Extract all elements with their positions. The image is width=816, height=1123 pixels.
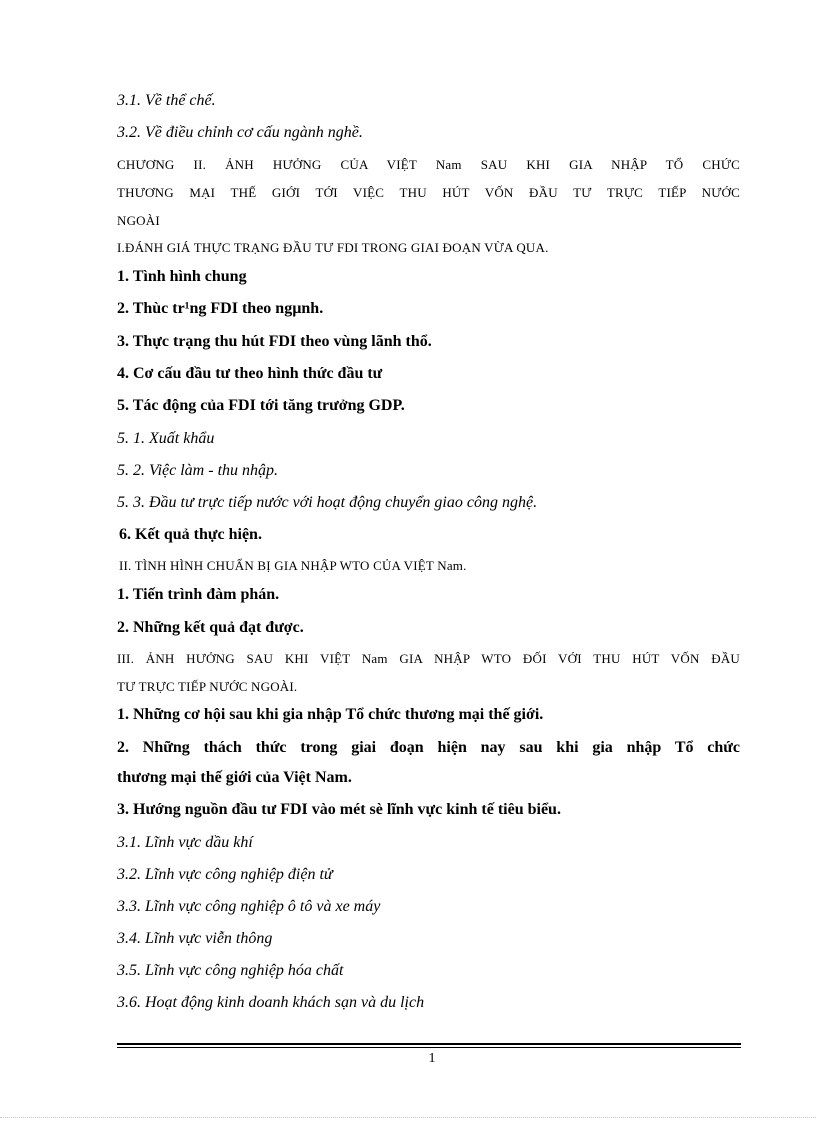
page-edge <box>0 1117 816 1119</box>
toc-entry: 2. Những kết quả đạt được. <box>117 619 304 636</box>
toc-entry: 5. 3. Đầu tư trực tiếp nước với hoạt động chuyển giao công nghệ. <box>117 494 538 511</box>
toc-entry: 2. Những thách thức trong giai đoạn hiện nay sau khi gia nhập Tổ chức <box>117 739 740 756</box>
page-number: 1 <box>428 1051 436 1066</box>
toc-entry: 3.2. Lĩnh vực công nghiệp điện tử <box>117 866 333 883</box>
toc-entry: 3. Hướng nguồn đầu tư FDI vào mét sè lĩnh vực kinh tế tiêu biểu. <box>117 801 561 818</box>
toc-entry: 3.1. Về thể chế. <box>117 92 216 109</box>
toc-entry: 4. Cơ cấu đầu tư theo hình thức đầu tư <box>117 365 383 382</box>
footer-rule <box>117 1043 741 1045</box>
toc-entry: 5. 2. Việc làm - thu nhập. <box>117 462 279 479</box>
toc-entry: 3. Thực trạng thu hút FDI theo vùng lãnh thổ. <box>117 333 432 350</box>
chapter-heading-line: NGOÀI <box>117 213 160 228</box>
chapter-heading-line: THƯƠNG MẠI THẾ GIỚI TỚI VIỆC THU HÚT VỐN ĐẦU TƯ TRỰC TIẾP NƯỚC <box>117 185 740 200</box>
toc-entry: 3.4. Lĩnh vực viễn thông <box>117 930 273 947</box>
toc-entry: 3.6. Hoạt động kinh doanh khách sạn và du lịch <box>117 994 425 1011</box>
toc-entry: 3.1. Lĩnh vực dầu khí <box>117 834 253 851</box>
toc-entry: 3.2. Về điều chỉnh cơ cấu ngành nghề. <box>117 124 363 141</box>
toc-entry: 1. Những cơ hội sau khi gia nhập Tổ chức thương mại thế giới. <box>117 706 544 723</box>
toc-entry: thương mại thế giới của Việt Nam. <box>117 769 352 786</box>
section-heading: I.ĐÁNH GIÁ THỰC TRẠNG ĐẦU TƯ FDI TRONG GIAI ĐOẠN VỪA QUA. <box>117 240 549 255</box>
section-heading: III. ẢNH HƯỞNG SAU KHI VIỆT Nam GIA NHẬP WTO ĐỐI VỚI THU HÚT VỐN ĐẦU <box>117 651 740 666</box>
toc-entry: 5. Tác động của FDI tới tăng trưởng GDP. <box>117 397 405 414</box>
toc-entry: 1. Tình hình chung <box>117 268 247 285</box>
toc-entry: 6. Kết quả thực hiện. <box>119 526 262 543</box>
toc-entry: 1. Tiến trình đàm phán. <box>117 586 280 603</box>
toc-entry: 3.3. Lĩnh vực công nghiệp ô tô và xe máy <box>117 898 381 915</box>
chapter-heading-line: CHƯƠNG II. ẢNH HƯỞNG CỦA VIỆT Nam SAU KHI GIA NHẬP TỔ CHỨC <box>117 157 740 172</box>
toc-entry: 2. Thùc tr¹ng FDI theo ngµnh. <box>117 300 324 317</box>
toc-entry: 5. 1. Xuất khẩu <box>117 430 215 447</box>
section-heading: II. TÌNH HÌNH CHUẨN BỊ GIA NHẬP WTO CỦA VIỆT Nam. <box>119 558 467 573</box>
footer-rule <box>117 1047 741 1048</box>
toc-entry: 3.5. Lĩnh vực công nghiệp hóa chất <box>117 962 344 979</box>
section-heading: TƯ TRỰC TIẾP NƯỚC NGOÀI. <box>117 679 298 694</box>
